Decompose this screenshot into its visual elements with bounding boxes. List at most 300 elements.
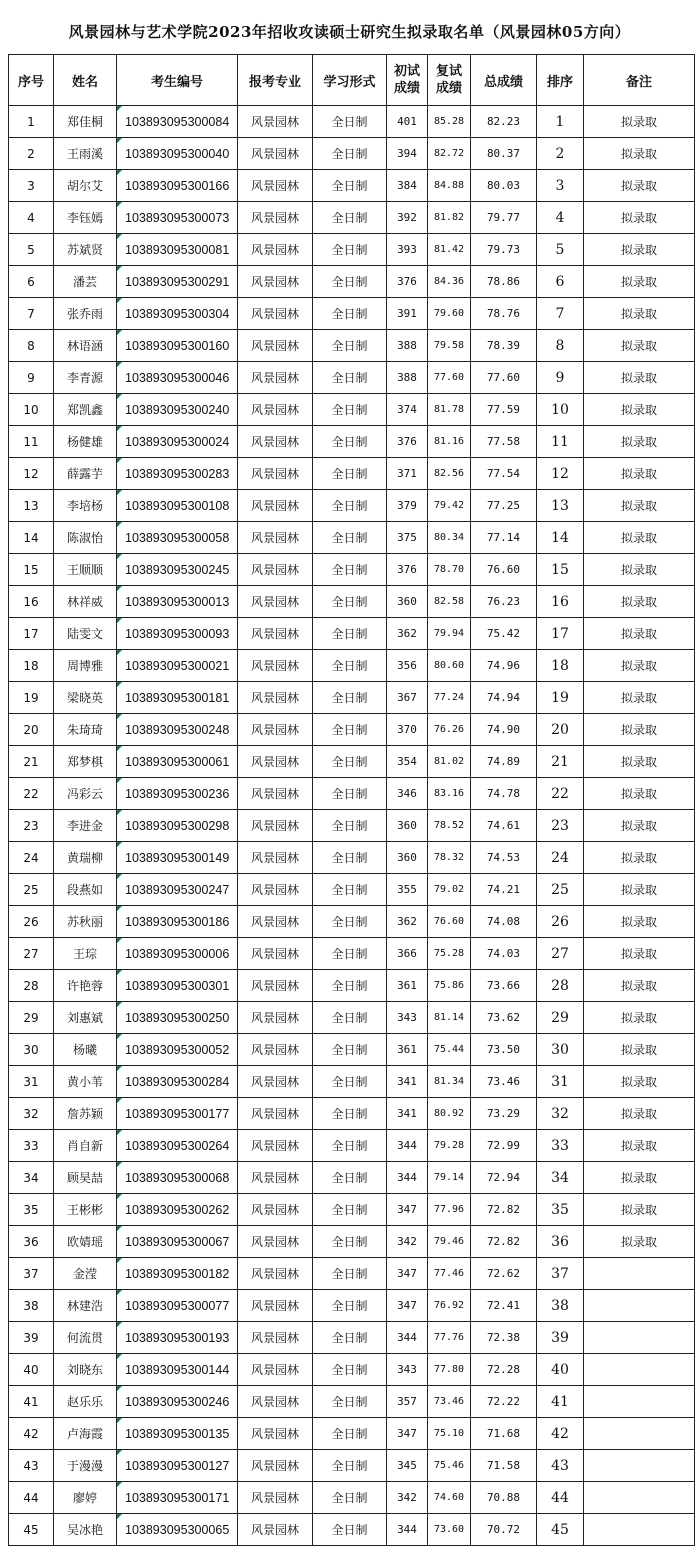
cell-retest: 77.76 [428,1322,471,1354]
cell-exam-id: 103893095300246 [117,1386,238,1418]
cell-idx: 5 [9,234,54,266]
cell-retest: 77.96 [428,1194,471,1226]
header-name: 姓名 [54,55,117,106]
cell-prelim: 360 [387,842,428,874]
header-exam-id: 考生编号 [117,55,238,106]
cell-total: 73.50 [471,1034,537,1066]
cell-exam-id: 103893095300250 [117,1002,238,1034]
cell-mode: 全日制 [313,1386,387,1418]
table-row [9,778,695,810]
cell-exam-id: 103893095300073 [117,202,238,234]
table-row [9,1162,695,1194]
cell-name: 于漫漫 [54,1450,117,1482]
cell-major: 风景园林 [238,554,313,586]
cell-retest: 73.46 [428,1386,471,1418]
cell-total: 73.66 [471,970,537,1002]
table-row [9,138,695,170]
cell-idx: 23 [9,810,54,842]
cell-mode: 全日制 [313,746,387,778]
cell-rank: 28 [537,970,584,1002]
cell-idx: 35 [9,1194,54,1226]
cell-remark [584,1514,695,1546]
cell-total: 75.42 [471,618,537,650]
cell-exam-id: 103893095300013 [117,586,238,618]
cell-name: 郑梦棋 [54,746,117,778]
cell-rank: 12 [537,458,584,490]
cell-exam-id: 103893095300067 [117,1226,238,1258]
cell-total: 77.54 [471,458,537,490]
cell-mode: 全日制 [313,970,387,1002]
cell-major: 风景园林 [238,106,313,138]
cell-major: 风景园林 [238,1066,313,1098]
cell-prelim: 354 [387,746,428,778]
cell-name: 林语涵 [54,330,117,362]
cell-rank: 17 [537,618,584,650]
table-row [9,522,695,554]
cell-remark: 拟录取 [584,298,695,330]
cell-exam-id: 103893095300068 [117,1162,238,1194]
cell-rank: 44 [537,1482,584,1514]
cell-major: 风景园林 [238,1450,313,1482]
cell-remark: 拟录取 [584,554,695,586]
cell-idx: 39 [9,1322,54,1354]
table-row [9,1386,695,1418]
cell-retest: 76.26 [428,714,471,746]
cell-mode: 全日制 [313,522,387,554]
cell-prelim: 379 [387,490,428,522]
cell-total: 73.29 [471,1098,537,1130]
cell-mode: 全日制 [313,874,387,906]
cell-total: 71.68 [471,1418,537,1450]
cell-rank: 22 [537,778,584,810]
cell-rank: 24 [537,842,584,874]
table-row [9,298,695,330]
cell-remark: 拟录取 [584,842,695,874]
cell-total: 73.46 [471,1066,537,1098]
cell-idx: 41 [9,1386,54,1418]
cell-retest: 79.58 [428,330,471,362]
cell-name: 郑凯鑫 [54,394,117,426]
cell-retest: 82.72 [428,138,471,170]
table-row [9,1130,695,1162]
cell-prelim: 360 [387,810,428,842]
cell-rank: 36 [537,1226,584,1258]
cell-idx: 29 [9,1002,54,1034]
cell-name: 林祥威 [54,586,117,618]
cell-prelim: 393 [387,234,428,266]
header-prelim-line2: 成绩 [393,81,420,96]
cell-name: 胡尔艾 [54,170,117,202]
table-row [9,586,695,618]
cell-remark: 拟录取 [584,1098,695,1130]
cell-idx: 14 [9,522,54,554]
cell-exam-id: 103893095300166 [117,170,238,202]
cell-remark: 拟录取 [584,1194,695,1226]
table-row [9,1418,695,1450]
cell-remark: 拟录取 [584,618,695,650]
cell-retest: 81.14 [428,1002,471,1034]
table-row [9,1450,695,1482]
cell-total: 74.53 [471,842,537,874]
cell-retest: 73.60 [428,1514,471,1546]
cell-exam-id: 103893095300058 [117,522,238,554]
cell-retest: 81.34 [428,1066,471,1098]
cell-idx: 6 [9,266,54,298]
cell-rank: 8 [537,330,584,362]
table-row [9,202,695,234]
cell-remark [584,1418,695,1450]
cell-idx: 43 [9,1450,54,1482]
cell-retest: 81.78 [428,394,471,426]
cell-total: 70.72 [471,1514,537,1546]
cell-prelim: 344 [387,1162,428,1194]
cell-retest: 85.28 [428,106,471,138]
cell-mode: 全日制 [313,1514,387,1546]
table-row [9,1482,695,1514]
cell-mode: 全日制 [313,1258,387,1290]
cell-exam-id: 103893095300077 [117,1290,238,1322]
table-row [9,1098,695,1130]
cell-idx: 20 [9,714,54,746]
cell-exam-id: 103893095300186 [117,906,238,938]
cell-major: 风景园林 [238,298,313,330]
table-row [9,1514,695,1546]
cell-rank: 21 [537,746,584,778]
cell-mode: 全日制 [313,1034,387,1066]
cell-total: 80.37 [471,138,537,170]
cell-major: 风景园林 [238,330,313,362]
cell-name: 李青源 [54,362,117,394]
cell-rank: 35 [537,1194,584,1226]
cell-remark: 拟录取 [584,266,695,298]
cell-idx: 16 [9,586,54,618]
cell-remark: 拟录取 [584,1002,695,1034]
cell-retest: 79.46 [428,1226,471,1258]
cell-exam-id: 103893095300084 [117,106,238,138]
table-row [9,906,695,938]
header-retest-line2: 成绩 [435,81,462,96]
cell-idx: 24 [9,842,54,874]
cell-major: 风景园林 [238,938,313,970]
cell-name: 朱琦琦 [54,714,117,746]
cell-retest: 75.46 [428,1450,471,1482]
cell-total: 82.23 [471,106,537,138]
cell-idx: 36 [9,1226,54,1258]
cell-rank: 7 [537,298,584,330]
cell-mode: 全日制 [313,490,387,522]
table-row [9,714,695,746]
cell-exam-id: 103893095300144 [117,1354,238,1386]
table-row [9,362,695,394]
table-row [9,842,695,874]
cell-total: 72.38 [471,1322,537,1354]
cell-mode: 全日制 [313,554,387,586]
table-row [9,458,695,490]
cell-remark [584,1322,695,1354]
cell-name: 刘晓东 [54,1354,117,1386]
cell-remark: 拟录取 [584,906,695,938]
cell-retest: 75.44 [428,1034,471,1066]
cell-major: 风景园林 [238,1322,313,1354]
cell-rank: 20 [537,714,584,746]
header-retest [428,55,471,106]
cell-total: 72.94 [471,1162,537,1194]
cell-major: 风景园林 [238,1226,313,1258]
cell-mode: 全日制 [313,714,387,746]
cell-rank: 3 [537,170,584,202]
table-row [9,234,695,266]
cell-exam-id: 103893095300061 [117,746,238,778]
cell-total: 72.82 [471,1194,537,1226]
cell-remark: 拟录取 [584,426,695,458]
cell-prelim: 347 [387,1290,428,1322]
cell-rank: 45 [537,1514,584,1546]
cell-exam-id: 103893095300177 [117,1098,238,1130]
cell-major: 风景园林 [238,170,313,202]
cell-mode: 全日制 [313,458,387,490]
cell-prelim: 355 [387,874,428,906]
cell-mode: 全日制 [313,810,387,842]
cell-major: 风景园林 [238,682,313,714]
cell-exam-id: 103893095300247 [117,874,238,906]
cell-mode: 全日制 [313,1418,387,1450]
cell-name: 杨曦 [54,1034,117,1066]
cell-total: 74.90 [471,714,537,746]
cell-prelim: 343 [387,1002,428,1034]
cell-mode: 全日制 [313,586,387,618]
cell-idx: 12 [9,458,54,490]
table-row [9,682,695,714]
cell-rank: 11 [537,426,584,458]
cell-rank: 39 [537,1322,584,1354]
cell-rank: 37 [537,1258,584,1290]
cell-mode: 全日制 [313,842,387,874]
cell-name: 顾昊喆 [54,1162,117,1194]
cell-total: 74.61 [471,810,537,842]
cell-mode: 全日制 [313,682,387,714]
cell-exam-id: 103893095300127 [117,1450,238,1482]
cell-total: 78.39 [471,330,537,362]
cell-major: 风景园林 [238,970,313,1002]
cell-retest: 76.60 [428,906,471,938]
cell-idx: 15 [9,554,54,586]
cell-name: 周博雅 [54,650,117,682]
cell-retest: 79.60 [428,298,471,330]
cell-major: 风景园林 [238,1482,313,1514]
cell-idx: 9 [9,362,54,394]
table-row [9,746,695,778]
cell-prelim: 344 [387,1514,428,1546]
table-row [9,330,695,362]
cell-mode: 全日制 [313,938,387,970]
cell-total: 74.89 [471,746,537,778]
cell-remark: 拟录取 [584,1162,695,1194]
cell-name: 黄瑞柳 [54,842,117,874]
cell-name: 杨健雄 [54,426,117,458]
table-row [9,1322,695,1354]
cell-exam-id: 103893095300160 [117,330,238,362]
cell-name: 王彬彬 [54,1194,117,1226]
cell-retest: 78.32 [428,842,471,874]
cell-prelim: 401 [387,106,428,138]
cell-mode: 全日制 [313,1290,387,1322]
cell-idx: 1 [9,106,54,138]
cell-major: 风景园林 [238,586,313,618]
cell-major: 风景园林 [238,1290,313,1322]
cell-total: 74.96 [471,650,537,682]
cell-mode: 全日制 [313,298,387,330]
cell-name: 潘芸 [54,266,117,298]
cell-prelim: 371 [387,458,428,490]
cell-major: 风景园林 [238,746,313,778]
cell-exam-id: 103893095300040 [117,138,238,170]
cell-idx: 40 [9,1354,54,1386]
cell-retest: 81.42 [428,234,471,266]
cell-retest: 79.14 [428,1162,471,1194]
cell-major: 风景园林 [238,138,313,170]
cell-exam-id: 103893095300301 [117,970,238,1002]
cell-prelim: 356 [387,650,428,682]
cell-name: 赵乐乐 [54,1386,117,1418]
cell-exam-id: 103893095300182 [117,1258,238,1290]
cell-prelim: 384 [387,170,428,202]
cell-retest: 76.92 [428,1290,471,1322]
cell-name: 梁晓英 [54,682,117,714]
cell-mode: 全日制 [313,1066,387,1098]
cell-exam-id: 103893095300283 [117,458,238,490]
table-row [9,1258,695,1290]
cell-total: 74.21 [471,874,537,906]
cell-exam-id: 103893095300006 [117,938,238,970]
cell-retest: 82.56 [428,458,471,490]
cell-rank: 33 [537,1130,584,1162]
cell-idx: 8 [9,330,54,362]
cell-exam-id: 103893095300240 [117,394,238,426]
cell-rank: 38 [537,1290,584,1322]
cell-mode: 全日制 [313,1482,387,1514]
cell-major: 风景园林 [238,1514,313,1546]
cell-rank: 40 [537,1354,584,1386]
cell-mode: 全日制 [313,1226,387,1258]
cell-retest: 83.16 [428,778,471,810]
cell-mode: 全日制 [313,1194,387,1226]
cell-name: 欧婧瑶 [54,1226,117,1258]
table-row [9,618,695,650]
cell-rank: 34 [537,1162,584,1194]
cell-remark: 拟录取 [584,810,695,842]
cell-rank: 14 [537,522,584,554]
cell-retest: 77.80 [428,1354,471,1386]
cell-mode: 全日制 [313,906,387,938]
cell-rank: 5 [537,234,584,266]
cell-exam-id: 103893095300149 [117,842,238,874]
cell-rank: 2 [537,138,584,170]
cell-prelim: 346 [387,778,428,810]
cell-name: 李进金 [54,810,117,842]
cell-total: 72.28 [471,1354,537,1386]
header-rank: 排序 [537,55,584,106]
header-mode: 学习形式 [313,55,387,106]
cell-remark: 拟录取 [584,778,695,810]
cell-idx: 38 [9,1290,54,1322]
cell-total: 80.03 [471,170,537,202]
cell-total: 77.25 [471,490,537,522]
cell-prelim: 367 [387,682,428,714]
cell-exam-id: 103893095300024 [117,426,238,458]
cell-idx: 30 [9,1034,54,1066]
cell-idx: 3 [9,170,54,202]
cell-name: 肖自新 [54,1130,117,1162]
cell-rank: 16 [537,586,584,618]
cell-rank: 29 [537,1002,584,1034]
cell-remark: 拟录取 [584,746,695,778]
cell-exam-id: 103893095300081 [117,234,238,266]
cell-major: 风景园林 [238,810,313,842]
cell-major: 风景园林 [238,1418,313,1450]
cell-total: 74.78 [471,778,537,810]
table-row [9,426,695,458]
cell-name: 苏秋丽 [54,906,117,938]
cell-idx: 25 [9,874,54,906]
cell-exam-id: 103893095300021 [117,650,238,682]
header-remark: 备注 [584,55,695,106]
cell-idx: 27 [9,938,54,970]
cell-prelim: 376 [387,266,428,298]
cell-major: 风景园林 [238,458,313,490]
cell-exam-id: 103893095300264 [117,1130,238,1162]
cell-total: 77.58 [471,426,537,458]
cell-mode: 全日制 [313,1098,387,1130]
table-row [9,170,695,202]
cell-mode: 全日制 [313,394,387,426]
cell-exam-id: 103893095300193 [117,1322,238,1354]
cell-prelim: 361 [387,1034,428,1066]
cell-remark [584,1354,695,1386]
cell-rank: 41 [537,1386,584,1418]
header-prelim [387,55,428,106]
cell-name: 李培杨 [54,490,117,522]
cell-mode: 全日制 [313,362,387,394]
cell-remark: 拟录取 [584,138,695,170]
cell-rank: 4 [537,202,584,234]
cell-major: 风景园林 [238,426,313,458]
cell-prelim: 374 [387,394,428,426]
cell-exam-id: 103893095300248 [117,714,238,746]
cell-remark: 拟录取 [584,106,695,138]
cell-major: 风景园林 [238,874,313,906]
table-row [9,554,695,586]
header-row [9,55,695,106]
cell-idx: 31 [9,1066,54,1098]
cell-major: 风景园林 [238,362,313,394]
table-body [9,106,695,1546]
cell-prelim: 376 [387,554,428,586]
cell-name: 许艳蓉 [54,970,117,1002]
cell-exam-id: 103893095300291 [117,266,238,298]
cell-prelim: 388 [387,330,428,362]
cell-exam-id: 103893095300052 [117,1034,238,1066]
cell-rank: 10 [537,394,584,426]
cell-remark [584,1386,695,1418]
cell-remark: 拟录取 [584,490,695,522]
header-retest-line1: 复试 [435,64,462,79]
cell-remark: 拟录取 [584,330,695,362]
cell-name: 詹苏颖 [54,1098,117,1130]
cell-remark: 拟录取 [584,362,695,394]
table-row [9,1226,695,1258]
cell-major: 风景园林 [238,1034,313,1066]
cell-prelim: 391 [387,298,428,330]
